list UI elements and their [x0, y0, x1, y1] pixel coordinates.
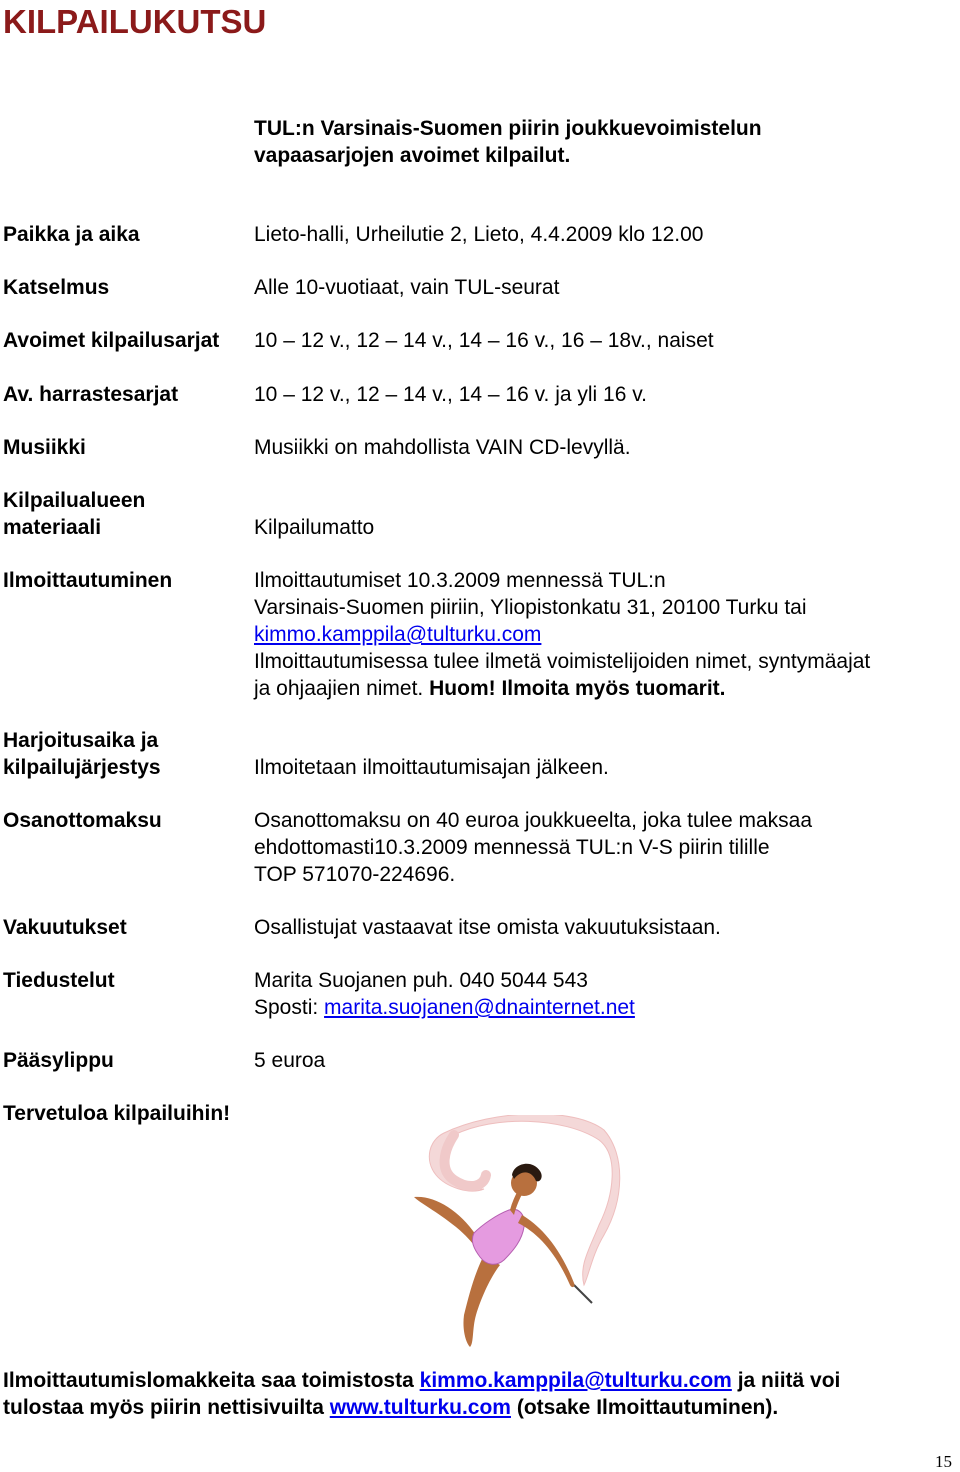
footer-text-3: tulostaa myös piirin nettisivuilta	[3, 1396, 324, 1419]
label-avoimet: Avoimet kilpailusarjat	[3, 329, 220, 352]
value-harjoitus: Ilmoitetaan ilmoittautumisajan jälkeen.	[254, 756, 609, 779]
osanottomaksu-line-3: TOP 571070-224696.	[254, 863, 456, 886]
ilmoittautuminen-ohjaajat-text: ja ohjaajien nimet.	[254, 677, 424, 700]
welcome-text: Tervetuloa kilpailuihin!	[3, 1102, 231, 1125]
value-materiaali: Kilpailumatto	[254, 516, 375, 539]
label-paasylippu: Pääsylippu	[3, 1049, 114, 1072]
label-materiaali-line-2: materiaali	[3, 516, 102, 539]
value-avoimet: 10 – 12 v., 12 – 14 v., 14 – 16 v., 16 – 18v., naiset	[254, 329, 714, 352]
osanottomaksu-line-2: ehdottomasti10.3.2009 mennessä TUL:n V-S piirin tilille	[254, 836, 770, 859]
subtitle-line-1: TUL:n Varsinais-Suomen piirin joukkuevoimistelun	[254, 117, 762, 140]
label-katselmus: Katselmus	[3, 276, 110, 299]
label-vakuutukset: Vakuutukset	[3, 916, 127, 939]
value-tiedustelut	[254, 967, 954, 1021]
value-harraste: 10 – 12 v., 12 – 14 v., 14 – 16 v. ja yli 16 v.	[254, 383, 648, 406]
page-number: 15	[935, 1452, 952, 1471]
tiedustelut-email-link[interactable]: marita.suojanen@dnainternet.net	[324, 996, 635, 1019]
osanottomaksu-line-1: Osanottomaksu on 40 euroa joukkueelta, joka tulee maksaa	[254, 809, 813, 832]
label-tiedustelut: Tiedustelut	[3, 969, 115, 992]
leg-front	[414, 1197, 476, 1247]
sposti-label: Sposti:	[254, 996, 319, 1019]
huom-text: Huom!	[429, 677, 496, 700]
ilmoittautuminen-email-link[interactable]: kimmo.kamppila@tulturku.com	[254, 623, 542, 646]
label-harjoitus-line-1: Harjoitusaika ja	[3, 729, 159, 752]
value-paasylippu: 5 euroa	[254, 1049, 326, 1072]
leotard	[472, 1209, 524, 1264]
arm-right	[518, 1215, 575, 1287]
leg-back	[463, 1255, 500, 1347]
event-subtitle	[254, 115, 874, 169]
label-paikka: Paikka ja aika	[3, 223, 140, 246]
tiedustelut-contact: Marita Suojanen puh. 040 5044 543	[254, 969, 588, 992]
tuomarit-text: Ilmoita myös tuomarit.	[501, 677, 726, 700]
label-ilmoittautuminen: Ilmoittautuminen	[3, 569, 173, 592]
label-harjoitus	[3, 727, 161, 781]
value-vakuutukset: Osallistujat vastaavat itse omista vakuutuksistaan.	[254, 916, 721, 939]
value-musiikki: Musiikki on mahdollista VAIN CD-levyllä.	[254, 436, 631, 459]
ilmoittautuminen-line-1: Ilmoittautumiset 10.3.2009 mennessä TUL:n	[254, 569, 666, 592]
footer-text-1: Ilmoittautumislomakkeita saa toimistosta	[3, 1369, 414, 1392]
footer-text-4: (otsake Ilmoittautuminen).	[516, 1396, 779, 1419]
value-ilmoittautuminen	[254, 567, 954, 702]
label-materiaali	[3, 487, 145, 541]
ilmoittautuminen-line-2: Varsinais-Suomen piiriin, Yliopistonkatu 31, 20100 Turku tai	[254, 596, 807, 619]
ribbon-stick	[574, 1285, 592, 1303]
label-musiikki: Musiikki	[3, 436, 86, 459]
label-harjoitus-line-2: kilpailujärjestys	[3, 756, 161, 779]
footer-note	[3, 1367, 953, 1421]
value-paikka: Lieto-halli, Urheilutie 2, Lieto, 4.4.2009 klo 12.00	[254, 223, 704, 246]
ribbon-tail	[445, 1135, 486, 1186]
value-osanottomaksu	[254, 807, 954, 888]
subtitle-line-2: vapaasarjojen avoimet kilpailut.	[254, 144, 571, 167]
ribbon-shape	[429, 1115, 619, 1285]
ilmoittautuminen-line-5	[254, 675, 954, 702]
gymnast-ribbon-illustration	[414, 1115, 624, 1365]
footer-email-link[interactable]: kimmo.kamppila@tulturku.com	[419, 1369, 732, 1392]
label-harraste: Av. harrastesarjat	[3, 383, 179, 406]
ilmoittautuminen-line-4: Ilmoittautumisessa tulee ilmetä voimistelijoiden nimet, syntymäajat	[254, 650, 871, 673]
label-materiaali-line-1: Kilpailualueen	[3, 489, 146, 512]
label-osanottomaksu: Osanottomaksu	[3, 809, 162, 832]
page-title: KILPAILUKUTSU	[3, 3, 267, 40]
footer-website-link[interactable]: www.tulturku.com	[329, 1396, 511, 1419]
value-katselmus: Alle 10-vuotiaat, vain TUL-seurat	[254, 276, 560, 299]
footer-text-2: ja niitä voi	[737, 1369, 841, 1392]
